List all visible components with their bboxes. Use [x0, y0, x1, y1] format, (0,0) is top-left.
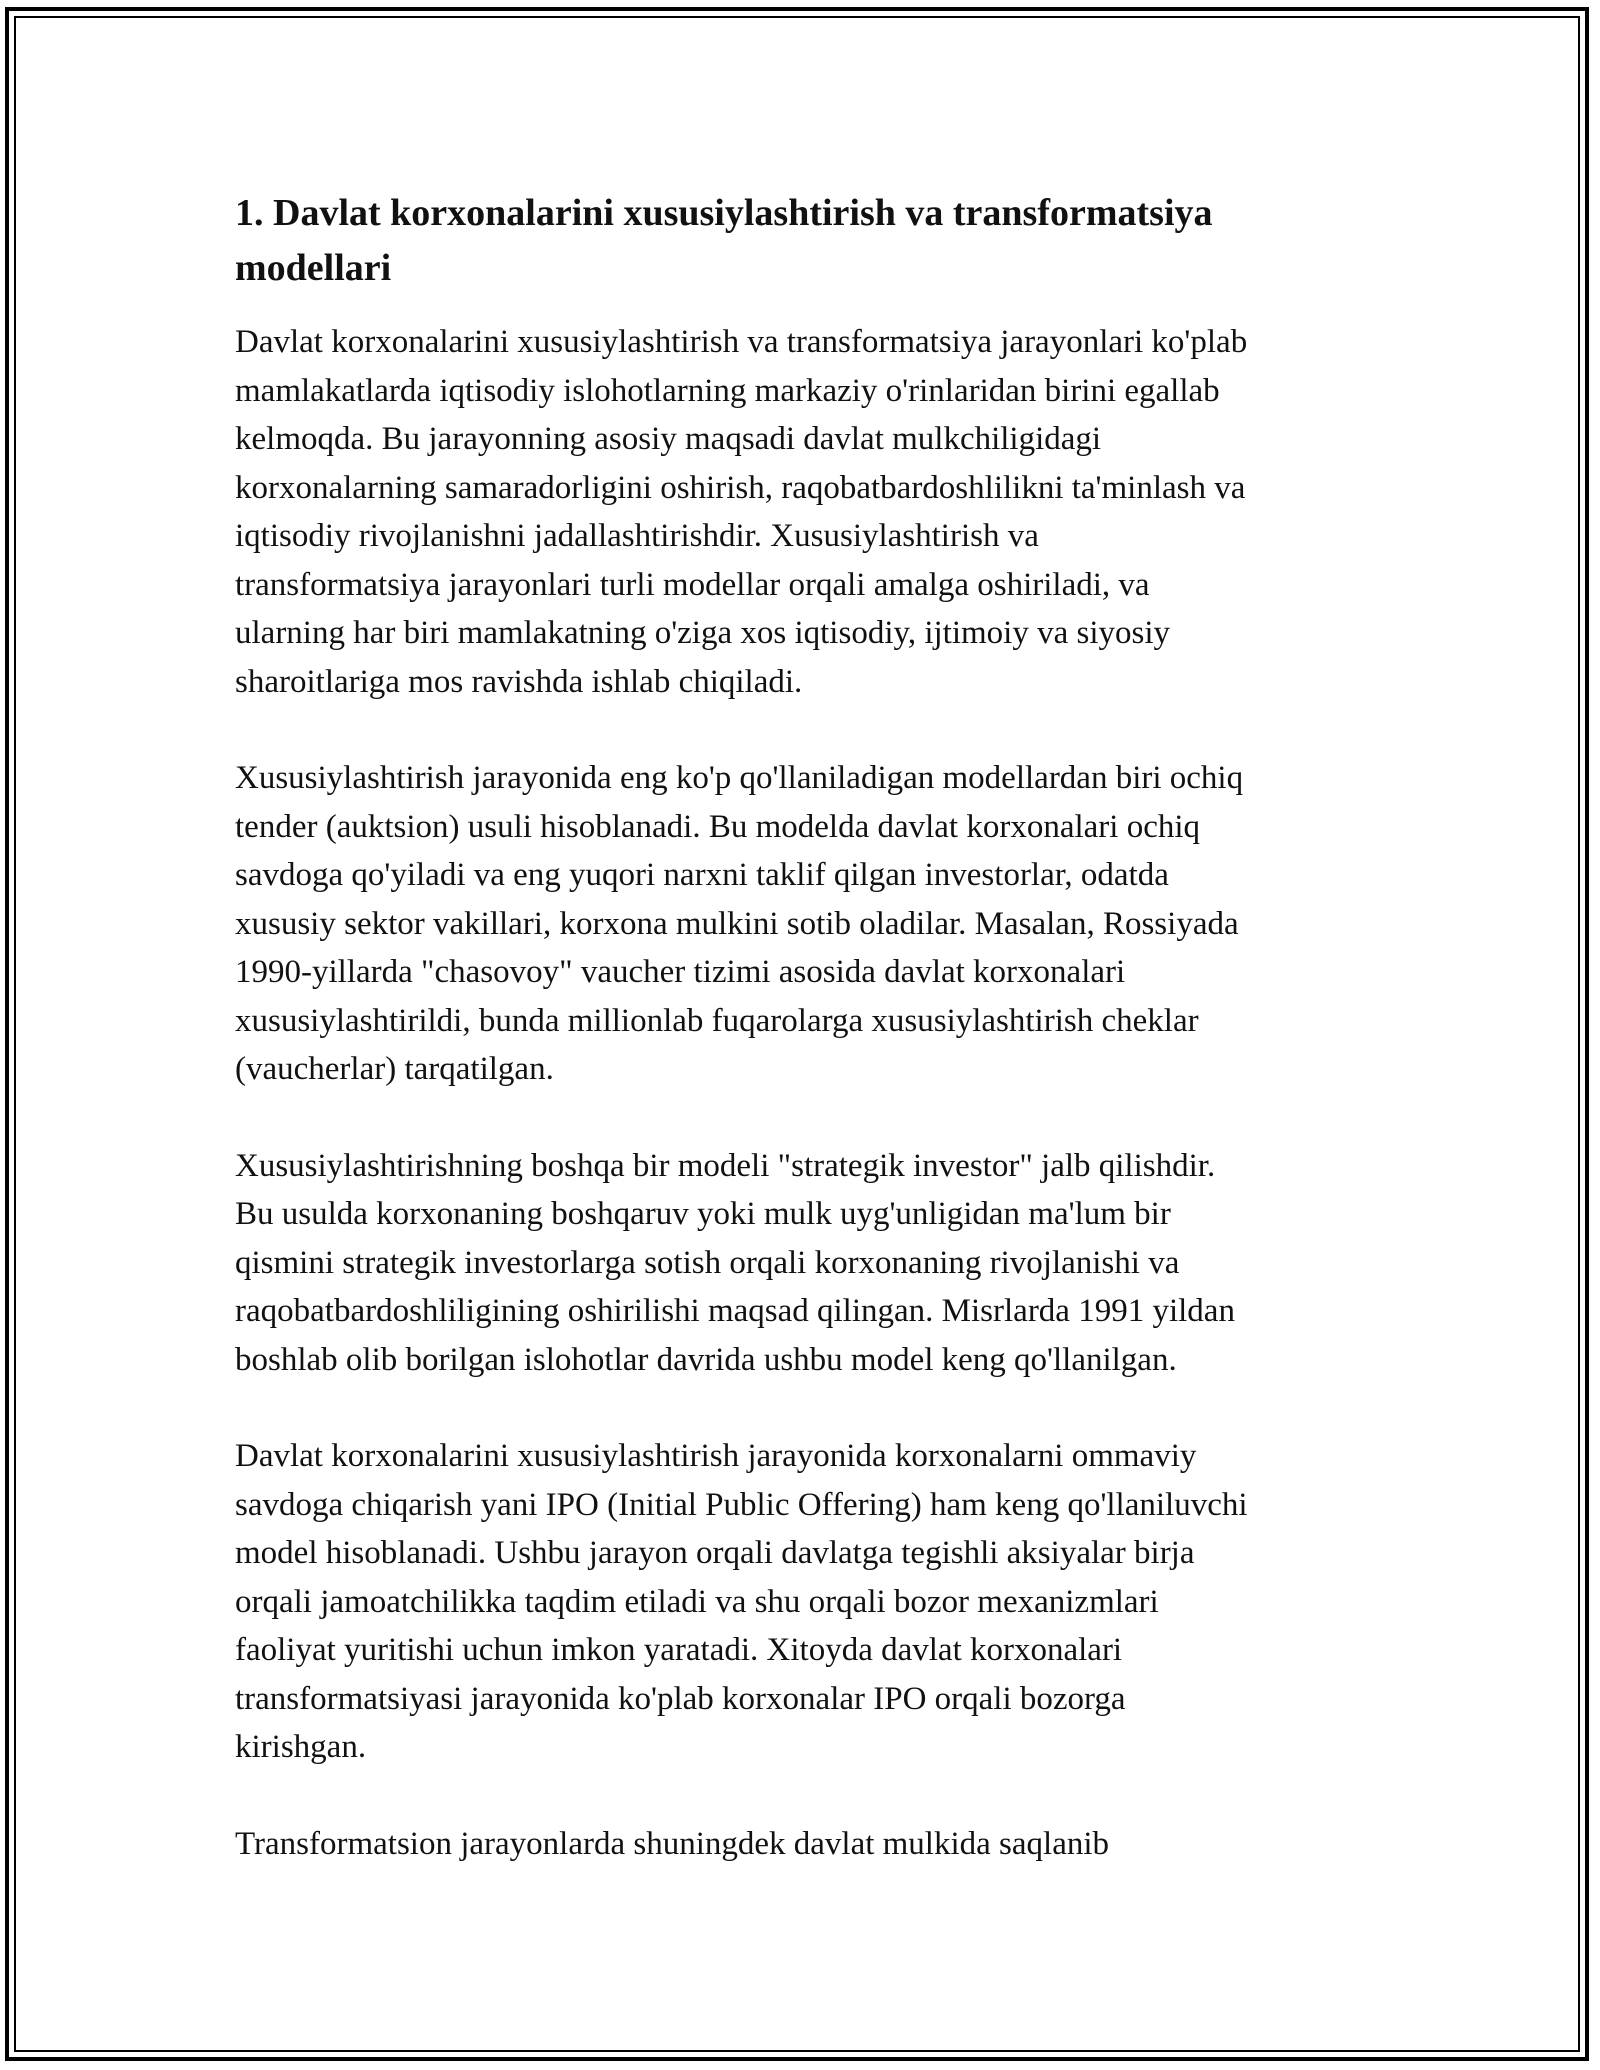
paragraph-5: Transformatsion jarayonlarda shuningdek davlat mulkida saqlanib	[235, 1825, 1110, 1862]
paragraph-3: Xususiylashtirishning boshqa bir modeli "strategik investor" jalb qilishdir. Bu usulda korxonaning boshqaruv yoki mulk uyg'unligidan ma'lum bir qismini strategik investorlarga sotish orqali korxonaning rivojlanishi va raqobatbardoshliligining oshirilishi maqsad qilingan. Misrlarda 1991 yildan boshlab olib borilgan islohotlar davrida ushbu model keng qo'llanilgan.	[235, 1147, 1235, 1378]
section-heading: 1. Davlat korxonalarini xususiylashtirish va transformatsiya modellari	[235, 192, 1213, 289]
document-body	[235, 186, 1370, 1916]
paragraph-1: Davlat korxonalarini xususiylashtirish va transformatsiya jarayonlari ko'plab mamlakatlarda iqtisodiy islohotlarning markaziy o'rinlaridan birini egallab kelmoqda. Bu jarayonning asosiy maqsadi davlat mulkchiligidagi korxonalarning samaradorligini oshirish, raqobatbardoshlilikni ta'minlash va iqtisodiy rivojlanishni jadallashtirishdir. Xususiylashtirish va transformatsiya jarayonlari turli modellar orqali amalga oshiriladi, va ularning har biri mamlakatning o'ziga xos iqtisodiy, ijtimoiy va siyosiy sharoitlariga mos ravishda ishlab chiqiladi.	[235, 324, 1248, 700]
paragraph-2: Xususiylashtirish jarayonida eng ko'p qo'llaniladigan modellardan biri ochiq tender (auktsion) usuli hisoblanadi. Bu modelda davlat korxonalari ochiq savdoga qo'yiladi va eng yuqori narxni taklif qilgan investorlar, odatda xususiy sektor vakillari, korxona mulkini sotib oladilar. Masalan, Rossiyada 1990-yillarda "chasovoy" vaucher tizimi asosida davlat korxonalari xususiylashtirildi, bunda millionlab fuqarolarga xususiylashtirish cheklar (vaucherlar) tarqatilgan.	[235, 760, 1244, 1087]
paragraph-4: Davlat korxonalarini xususiylashtirish jarayonida korxonalarni ommaviy savdoga chiqarish yani IPO (Initial Public Offering) ham keng qo'llaniluvchi model hisoblanadi. Ushbu jarayon orqali davlatga tegishli aksiyalar birja orqali jamoatchilikka taqdim etiladi va shu orqali bozor mexanizmlari faoliyat yuritishi uchun imkon yaratadi. Xitoyda davlat korxonalari transformatsiyasi jarayonida ko'plab korxonalar IPO orqali bozorga kirishgan.	[235, 1438, 1248, 1765]
